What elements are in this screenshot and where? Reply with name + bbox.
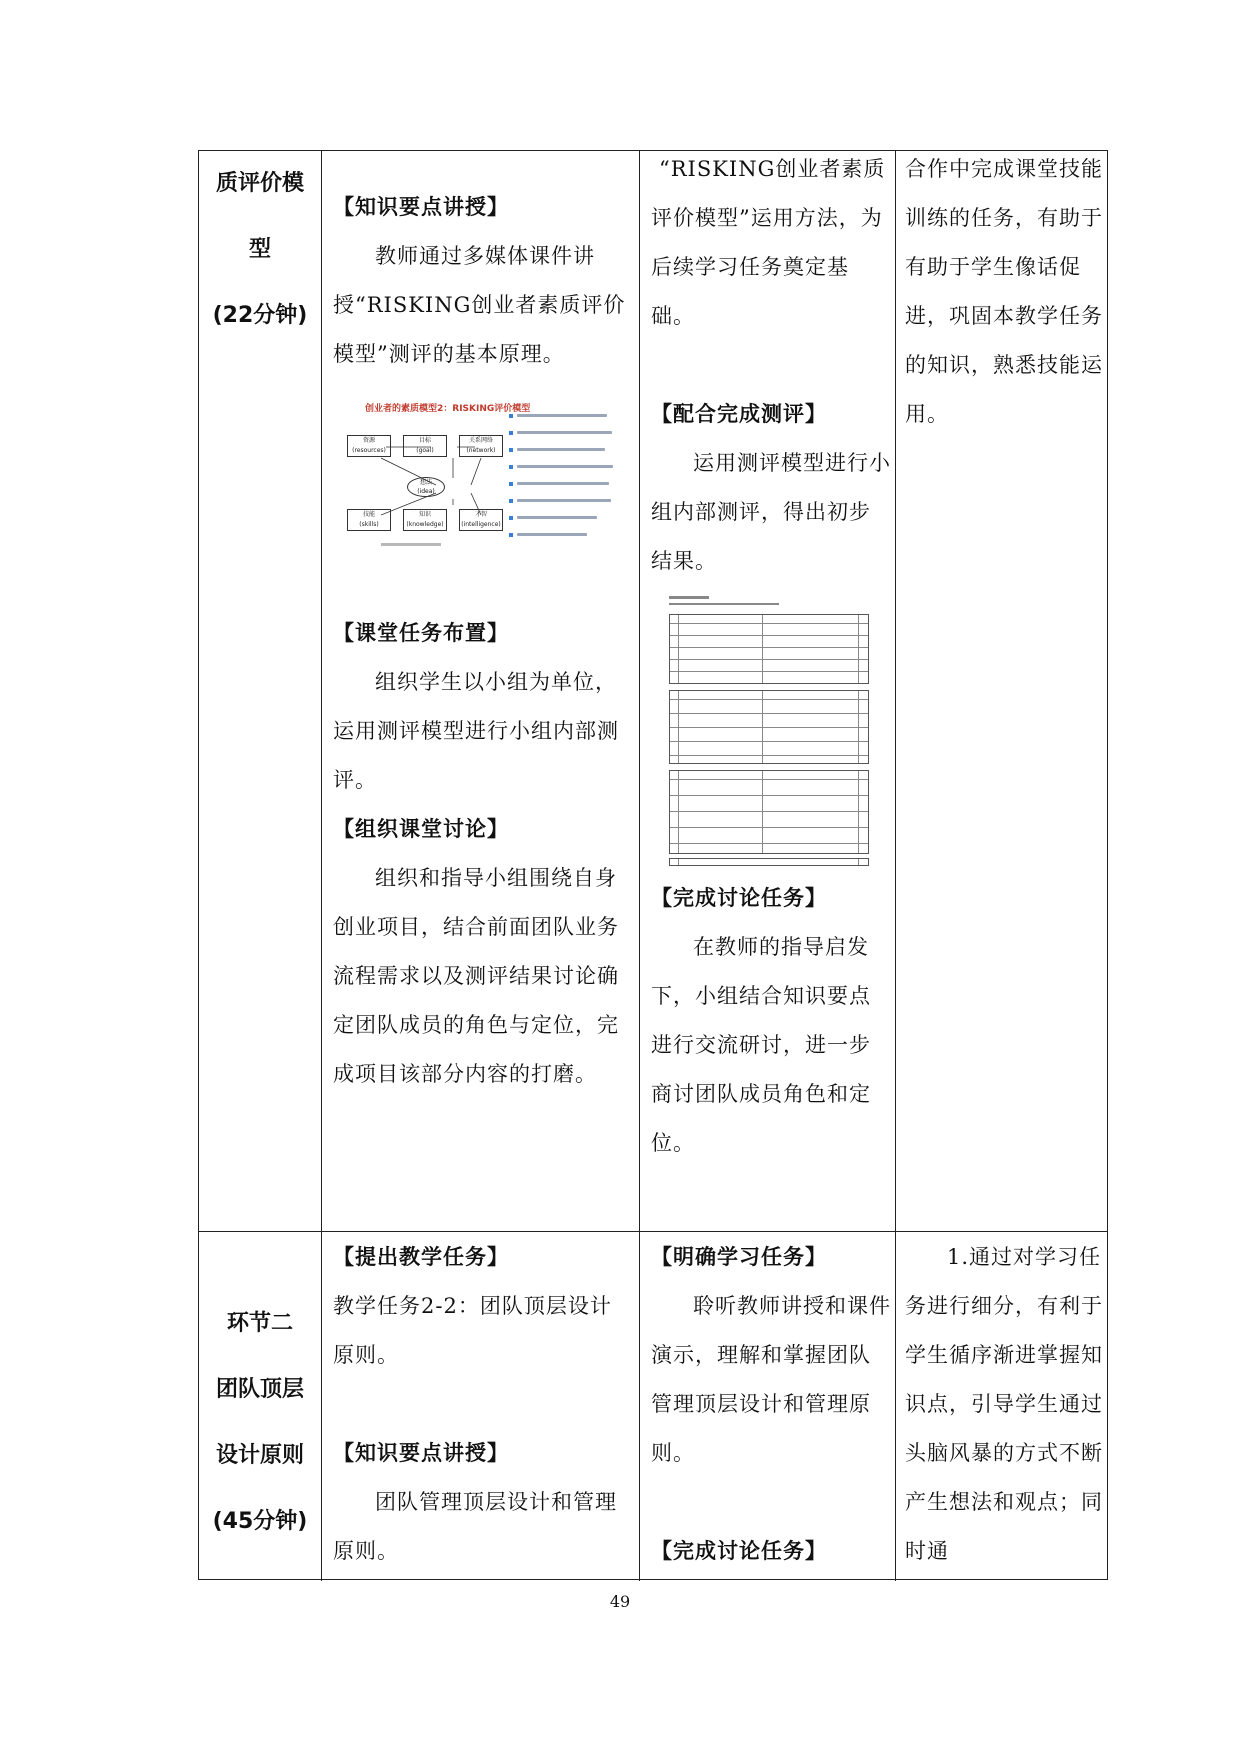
- box-label: 资源 (resources): [352, 437, 386, 454]
- intent-cell-1: [905, 145, 1103, 439]
- stage-line: (45分钟): [212, 1509, 308, 1534]
- student-cell-2: [651, 1233, 891, 1576]
- paragraph: 1.通过对学习任务进行细分，有利于学生循序渐进掌握知识点，引导学生通过头脑风暴的方式不断产生想法和观点；同时通: [905, 1245, 1103, 1563]
- box-label: 想法 (idea): [417, 479, 435, 495]
- paragraph: 聆听教师讲授和课件演示，理解和掌握团队管理顶层设计和管理原则。: [651, 1294, 891, 1465]
- model-oval-idea: [407, 477, 445, 497]
- paragraph: 团队管理顶层设计和管理原则。: [333, 1490, 617, 1563]
- section-heading: 【提出教学任务】: [333, 1245, 509, 1269]
- figure-caption: [381, 543, 441, 546]
- model-box-goal: [403, 435, 447, 457]
- section-heading: 【配合完成测评】: [651, 402, 827, 426]
- page-number: 49: [609, 1592, 631, 1611]
- teacher-cell-1: [333, 183, 633, 1099]
- column-divider: [321, 151, 322, 1581]
- model-box-skills: [347, 509, 391, 531]
- section-heading: 【完成讨论任务】: [651, 1539, 827, 1563]
- evaluation-form-figure: [669, 596, 869, 866]
- model-box-resources: [347, 435, 391, 457]
- box-label: 才智 (intelligence): [461, 511, 501, 528]
- stage-line: 环节二: [226, 1311, 293, 1336]
- stage-line: (22分钟): [212, 303, 308, 328]
- row-divider: [199, 1231, 1107, 1232]
- form-table: [669, 690, 869, 764]
- stage-line: 设计原则: [215, 1443, 304, 1468]
- box-label: 目标 (goal): [416, 437, 434, 454]
- paragraph: 在教师的指导启发下，小组结合知识要点进行交流研讨，进一步商讨团队成员角色和定位。: [651, 935, 871, 1155]
- section-heading: 【课堂任务布置】: [333, 621, 509, 645]
- stage-cell-1: [199, 151, 321, 349]
- box-label: 关系网络 (network): [466, 437, 496, 454]
- teacher-cell-2: [333, 1233, 633, 1576]
- box-label: 技能 (skills): [359, 511, 379, 528]
- stage-line: 团队顶层: [215, 1377, 304, 1402]
- column-divider: [639, 151, 640, 1581]
- risking-model-figure: [341, 385, 616, 560]
- section-heading: 【知识要点讲授】: [333, 195, 509, 219]
- paragraph: 教学任务2-2：团队顶层设计原则。: [333, 1294, 612, 1367]
- section-heading: 【知识要点讲授】: [333, 1441, 509, 1465]
- paragraph: 教师通过多媒体课件讲授“RISKING创业者素质评价模型”测评的基本原理。: [333, 244, 626, 366]
- paragraph: 组织和指导小组围绕自身创业项目，结合前面团队业务流程需求以及测评结果讨论确定团队成员的角色与定位，完成项目该部分内容的打磨。: [333, 866, 619, 1086]
- paragraph: “RISKING创业者素质评价模型”运用方法，为后续学习任务奠定基础。: [651, 157, 886, 328]
- model-box-knowledge: [403, 509, 447, 531]
- stage-line: 型: [248, 237, 271, 262]
- section-heading: 【组织课堂讨论】: [333, 817, 509, 841]
- student-cell-1: [651, 145, 891, 1168]
- form-table: [669, 770, 869, 854]
- box-label: 知识 (knowledge): [406, 511, 444, 528]
- model-connector-lines: [341, 385, 511, 560]
- column-divider: [895, 151, 896, 1581]
- form-table: [669, 858, 869, 866]
- lesson-plan-table: [198, 150, 1108, 1580]
- section-heading: 【完成讨论任务】: [651, 886, 827, 910]
- paragraph: 合作中完成课堂技能训练的任务，有助于有助于学生像话促进，巩固本教学任务的知识，熟悉技能运用。: [905, 157, 1103, 426]
- stage-cell-2: [199, 1291, 321, 1555]
- figure-title: 创业者的素质模型2：RISKING评价模型: [365, 404, 531, 414]
- intent-cell-2: [905, 1233, 1103, 1576]
- model-box-intelligence: [459, 509, 503, 531]
- form-table: [669, 614, 869, 684]
- stage-line: 质评价模: [215, 171, 304, 196]
- section-heading: 【明确学习任务】: [651, 1245, 827, 1269]
- figure-legend: [509, 407, 619, 543]
- model-box-network: [459, 435, 503, 457]
- paragraph: 组织学生以小组为单位，运用测评模型进行小组内部测评。: [333, 670, 619, 792]
- paragraph: 运用测评模型进行小组内部测评，得出初步结果。: [651, 451, 891, 573]
